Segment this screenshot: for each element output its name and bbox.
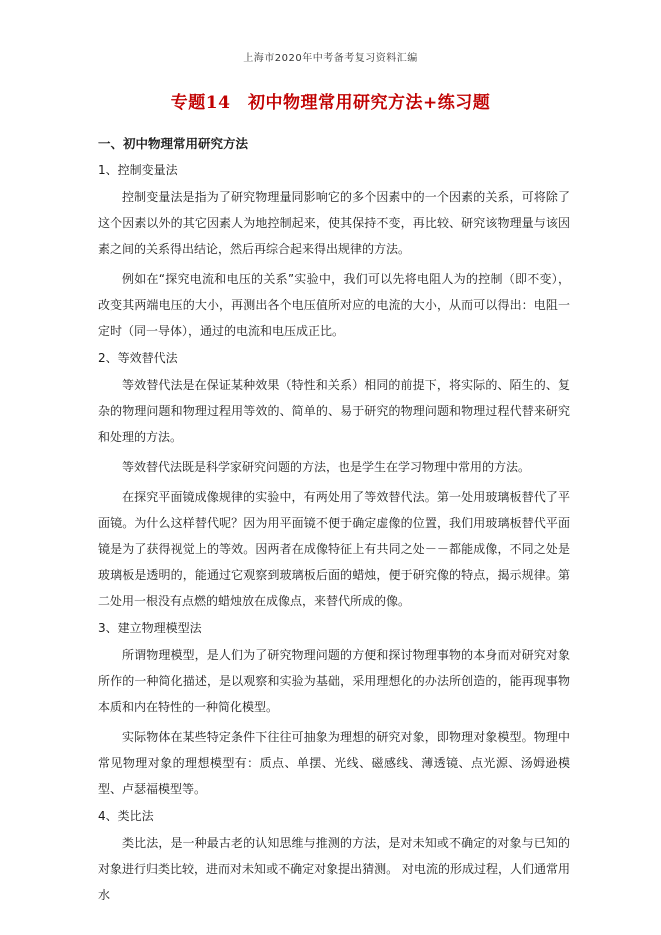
paragraph: 控制变量法是指为了研究物理量同影响它的多个因素中的一个因素的关系，可将除了这个因素以外的其它因素人为地控制起来，使其保持不变，再比较、研究该物理量与该因素之间的关系得出结论，然后再综合起来得出规律的方法。 <box>98 190 570 256</box>
document-body <box>98 134 570 908</box>
paragraph: 实际物体在某些特定条件下往往可抽象为理想的研究对象，即物理对象模型。物理中常见物理对象的理想模型有：质点、单摆、光线、磁感线、薄透镜、点光源、汤姆逊模型、卢瑟福模型等。 <box>98 730 570 796</box>
paragraph: 例如在“探究电流和电压的关系”实验中，我们可以先将电阻人为的控制（即不变），改变其两端电压的大小，再测出各个电压值所对应的电流的大小，从而可以得出：电阻一定时（同一导体），通过的电流和电压成正比。 <box>98 272 570 338</box>
subsection-heading-physical-model: 3、建立物理模型法 <box>98 621 202 635</box>
paragraph: 在探究平面镜成像规律的实验中，有两处用了等效替代法。第一处用玻璃板替代了平面镜。为什么这样替代呢？因为用平面镜不便于确定虚像的位置，我们用玻璃板替代平面镜是为了获得视觉上的等效。因两者在成像特征上有共同之处－－都能成像，不同之处是玻璃板是透明的，能通过它观察到玻璃板后面的蜡烛，便于研究像的特点，揭示规律。第二处用一根没有点燃的蜡烛放在成像点，来替代所成的像。 <box>98 490 570 608</box>
paragraph: 等效替代法既是科学家研究问题的方法，也是学生在学习物理中常用的方法。 <box>122 460 531 474</box>
paragraph: 类比法，是一种最古老的认知思维与推测的方法，是对未知或不确定的对象与已知的对象进行归类比较，进而对未知或不确定对象提出猜测。 对电流的形成过程，人们通常用水 <box>98 836 570 902</box>
subsection-heading-analogy: 4、类比法 <box>98 809 154 823</box>
paragraph: 所谓物理模型，是人们为了研究物理问题的方便和探讨物理事物的本身而对研究对象所作的一种简化描述，是以观察和实验为基础，采用理想化的办法所创造的，能再现事物本质和内在特性的一种简化模型。 <box>98 648 570 714</box>
document-title: 专题14 初中物理常用研究方法+练习题 <box>170 93 491 113</box>
paragraph: 等效替代法是在保证某种效果（特性和关系）相同的前提下，将实际的、陌生的、复杂的物理问题和物理过程用等效的、简单的、易于研究的物理问题和物理过程代替来研究和处理的方法。 <box>98 378 570 444</box>
running-header: 上海市2020年中考备考复习资料汇编 <box>243 53 418 64</box>
subsection-heading-equivalent-substitution: 2、等效替代法 <box>98 351 178 365</box>
subsection-heading-control-variable: 1、控制变量法 <box>98 163 178 177</box>
section-heading: 一、初中物理常用研究方法 <box>98 136 249 151</box>
